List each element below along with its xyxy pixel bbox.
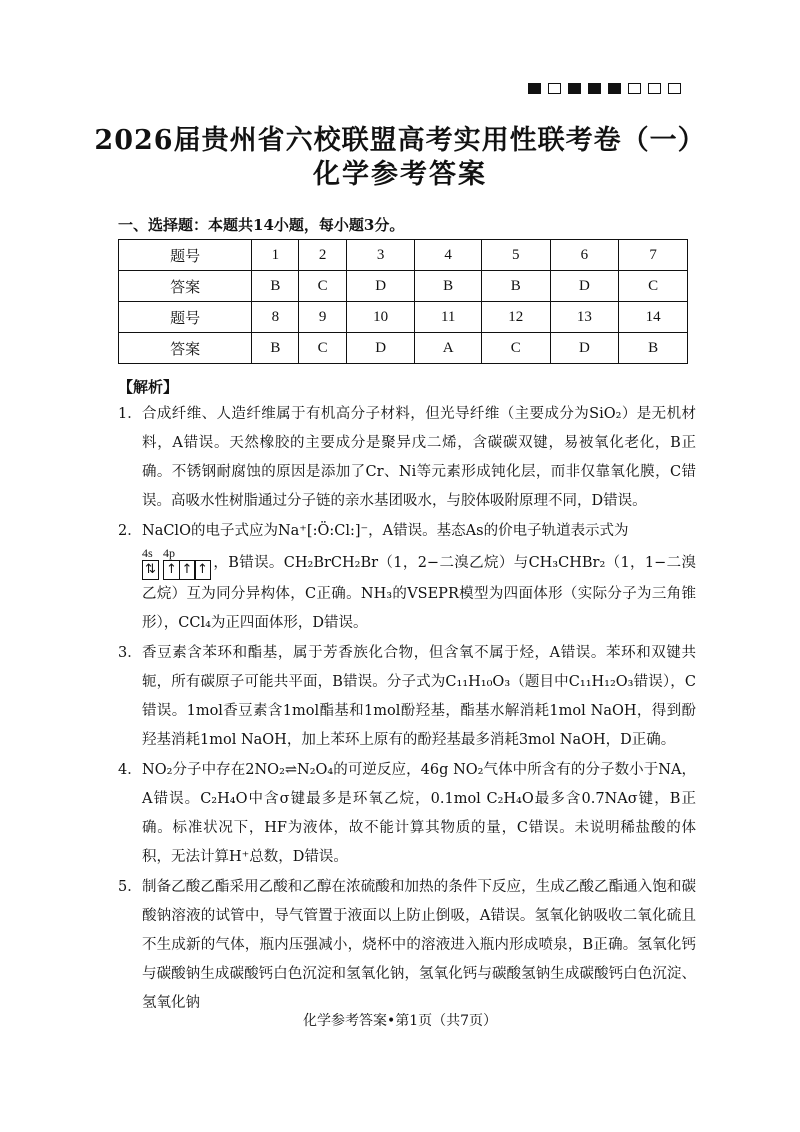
orbital-box: ⇅ <box>142 560 159 580</box>
analysis-item-1 <box>118 400 696 516</box>
table-cell: D <box>346 333 415 364</box>
orbital-4s <box>142 546 159 580</box>
empty-square-icon <box>548 83 561 94</box>
analysis-item-3 <box>118 639 696 755</box>
item-text: NO₂分子中存在2NO₂⇌N₂O₄的可逆反应，46g NO₂气体中所含有的分子数小于NA，A错误。C₂H₄O中含σ键最多是环氧乙烷，0.1mol C₂H₄O最多含0.7NAσ键，B正确。标准状况下，HF为液体，故不能计算其物质的量，C错误。未说明稀盐酸的体积，无法计算H⁺总数，D错误。 <box>142 762 696 865</box>
item-number: 5． <box>118 879 142 895</box>
row-header-cell: 答案 <box>119 271 252 302</box>
table-row <box>119 302 688 333</box>
orbital-4s-boxes <box>142 560 159 580</box>
table-cell: C <box>481 333 550 364</box>
orbital-4p-boxes <box>163 560 211 580</box>
table-cell: 8 <box>252 302 299 333</box>
table-cell: 9 <box>299 302 346 333</box>
page-subtitle: 化学参考答案 <box>313 159 487 190</box>
page-footer: 化学参考答案•第1页（共7页） <box>302 1013 498 1029</box>
empty-square-icon <box>628 83 641 94</box>
analysis-heading: 【解析】 <box>118 378 179 396</box>
table-cell: 5 <box>481 240 550 271</box>
analysis-item-5 <box>118 873 696 1018</box>
analysis-item-2 <box>118 517 696 638</box>
table-cell: 11 <box>415 302 481 333</box>
analysis-list <box>118 400 696 1019</box>
filled-square-icon <box>608 83 621 94</box>
item-number: 1． <box>118 406 142 422</box>
orbital-4p-label: 4p <box>163 546 175 560</box>
item-text-part-a: NaClO的电子式应为Na⁺[:Ö:Cl:]⁻，A错误。基态As的价电子轨道表示式为 <box>142 523 629 539</box>
table-cell: 6 <box>550 240 619 271</box>
orbital-4p <box>163 546 211 580</box>
table-cell: 10 <box>346 302 415 333</box>
item-number: 2． <box>118 523 142 539</box>
row-header-cell: 答案 <box>119 333 252 364</box>
table-cell: 12 <box>481 302 550 333</box>
filled-square-icon <box>568 83 581 94</box>
row-header-cell: 题号 <box>119 240 252 271</box>
item-text: 香豆素含苯环和酯基，属于芳香族化合物，但含氧不属于烃，A错误。苯环和双键共轭，所有碳原子可能共平面，B错误。分子式为C₁₁H₁₀O₃（题目中C₁₁H₁₂O₃错误），C错误。1mol香豆素含1mol酯基和1mol酚羟基，酯基水解消耗1mol NaOH，得到酚羟基消耗1mol NaOH，加上苯环上原有的酚羟基最多消耗3mol NaOH，D正确。 <box>142 645 696 748</box>
filled-square-icon <box>528 83 541 94</box>
table-cell: D <box>550 333 619 364</box>
table-cell: B <box>415 271 481 302</box>
orbital-box: ↑ <box>163 560 180 580</box>
table-cell: 13 <box>550 302 619 333</box>
table-cell: B <box>252 271 299 302</box>
section-heading: 一、选择题：本题共14小题，每小题3分。 <box>118 216 405 234</box>
table-cell: 14 <box>619 302 688 333</box>
table-cell: D <box>550 271 619 302</box>
row-header-cell: 题号 <box>119 302 252 333</box>
filled-square-icon <box>588 83 601 94</box>
table-row <box>119 333 688 364</box>
table-row <box>119 271 688 302</box>
table-cell: C <box>299 333 346 364</box>
orbital-4s-label: 4s <box>142 546 153 560</box>
table-cell: B <box>481 271 550 302</box>
orbital-diagram <box>142 546 211 580</box>
item-text: 制备乙酸乙酯采用乙酸和乙醇在浓硫酸和加热的条件下反应，生成乙酸乙酯通入饱和碳酸钠溶液的试管中，导气管置于液面以上防止倒吸，A错误。氢氧化钠吸收二氧化硫且不生成新的气体，瓶内压强减小，烧杯中的溶液进入瓶内形成喷泉，B正确。氢氧化钙与碳酸钠生成碳酸钙白色沉淀和氢氧化钠，氢氧化钙与碳酸氢钠生成碳酸钙白色沉淀、氢氧化钠 <box>142 879 696 1011</box>
answer-table <box>118 239 688 364</box>
item-number: 3． <box>118 645 142 661</box>
table-cell: C <box>619 271 688 302</box>
security-marks <box>528 83 681 94</box>
table-cell: D <box>346 271 415 302</box>
table-cell: C <box>299 271 346 302</box>
table-cell: 2 <box>299 240 346 271</box>
table-cell: 7 <box>619 240 688 271</box>
table-row <box>119 240 688 271</box>
table-cell: A <box>415 333 481 364</box>
item-number: 4． <box>118 762 142 778</box>
orbital-box: ↑ <box>179 560 196 580</box>
item-text <box>142 517 696 638</box>
empty-square-icon <box>668 83 681 94</box>
item-text-part-b: ，B错误。CH₂BrCH₂Br（1，2−二溴乙烷）与CH₃CHBr₂（1，1−二溴乙烷）互为同分异构体，C正确。NH₃的VSEPR模型为四面体形（实际分子为三角锥形），CCl₄为正四面体形，D错误。 <box>142 555 696 631</box>
table-cell: 1 <box>252 240 299 271</box>
item-text: 合成纤维、人造纤维属于有机高分子材料，但光导纤维（主要成分为SiO₂）是无机材料，A错误。天然橡胶的主要成分是聚异戊二烯，含碳碳双键，易被氧化老化，B正确。不锈钢耐腐蚀的原因是添加了Cr、Ni等元素形成钝化层，而非仅靠氧化膜，C错误。高吸水性树脂通过分子链的亲水基团吸水，与胶体吸附原理不同，D错误。 <box>142 406 696 509</box>
table-cell: B <box>619 333 688 364</box>
table-cell: 4 <box>415 240 481 271</box>
orbital-box: ↑ <box>194 560 211 580</box>
analysis-item-4 <box>118 756 696 872</box>
page-title: 2026届贵州省六校联盟高考实用性联考卷（一） <box>94 125 706 156</box>
table-cell: B <box>252 333 299 364</box>
empty-square-icon <box>648 83 661 94</box>
table-cell: 3 <box>346 240 415 271</box>
